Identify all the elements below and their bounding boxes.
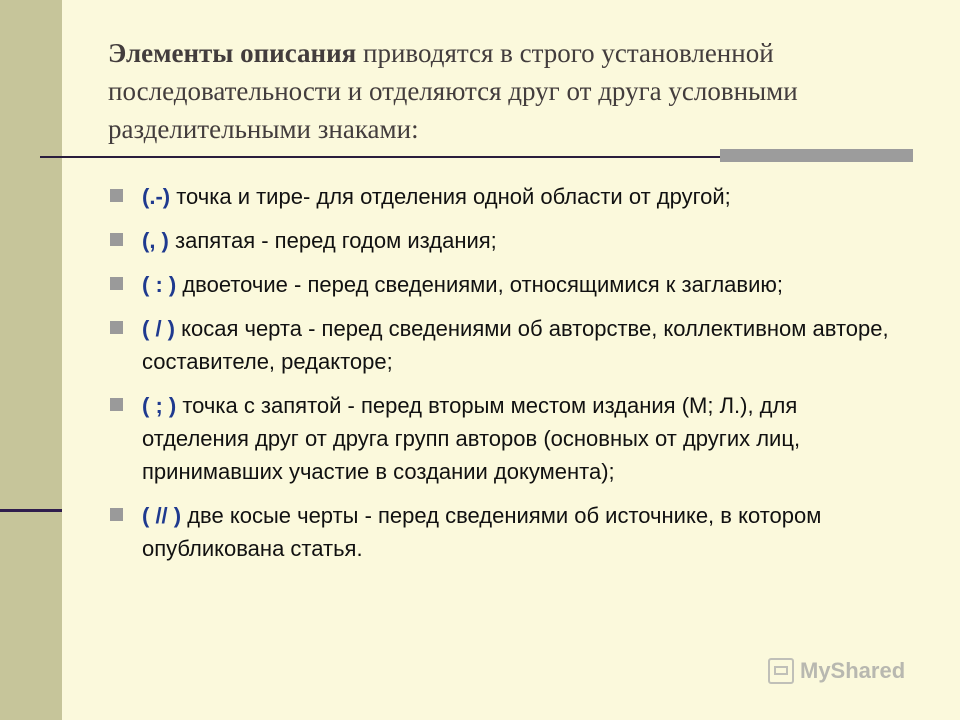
- title-accent-bar: [720, 149, 913, 162]
- square-bullet-icon: [110, 508, 123, 521]
- band-divider: [0, 509, 62, 512]
- list-item: [108, 499, 908, 565]
- bullet-text: косая черта - перед сведениями об авторстве, коллективном авторе, составителе, редакторе;: [142, 316, 889, 374]
- bullet-list: [108, 180, 908, 576]
- list-item: [108, 224, 908, 257]
- title-rest: приводятся в строго установленной последовательности и отделяются друг от друга условными разделительными знаками:: [108, 38, 798, 144]
- list-item: [108, 180, 908, 213]
- square-bullet-icon: [110, 321, 123, 334]
- slide-title: [108, 34, 908, 148]
- separator-symbol: ( : ): [142, 272, 177, 297]
- separator-symbol: (.-): [142, 184, 171, 209]
- bullet-text: запятая - перед годом издания;: [168, 228, 497, 253]
- square-bullet-icon: [110, 233, 123, 246]
- list-item: [108, 389, 908, 488]
- presentation-icon: [768, 658, 794, 684]
- square-bullet-icon: [110, 189, 123, 202]
- separator-symbol: ( // ): [142, 503, 182, 528]
- list-item: [108, 268, 908, 301]
- bullet-text: точка с запятой - перед вторым местом издания (М; Л.), для отделения друг от друга групп авторов (основных от других лиц, принимавших участие в создании документа);: [142, 393, 801, 484]
- separator-symbol: ( ; ): [142, 393, 177, 418]
- bullet-text: две косые черты - перед сведениями об источнике, в котором опубликована статья.: [142, 503, 822, 561]
- title-underline: [40, 156, 720, 158]
- square-bullet-icon: [110, 398, 123, 411]
- bullet-text: двоеточие - перед сведениями, относящимися к заглавию;: [176, 272, 784, 297]
- left-decorative-band: [0, 0, 62, 720]
- separator-symbol: (, ): [142, 228, 169, 253]
- watermark-text: MyShared: [800, 658, 906, 683]
- separator-symbol: ( / ): [142, 316, 175, 341]
- square-bullet-icon: [110, 277, 123, 290]
- watermark: [768, 658, 905, 684]
- list-item: [108, 312, 908, 378]
- title-bold-part: Элементы описания: [108, 38, 357, 68]
- bullet-text: точка и тире- для отделения одной области от другой;: [170, 184, 731, 209]
